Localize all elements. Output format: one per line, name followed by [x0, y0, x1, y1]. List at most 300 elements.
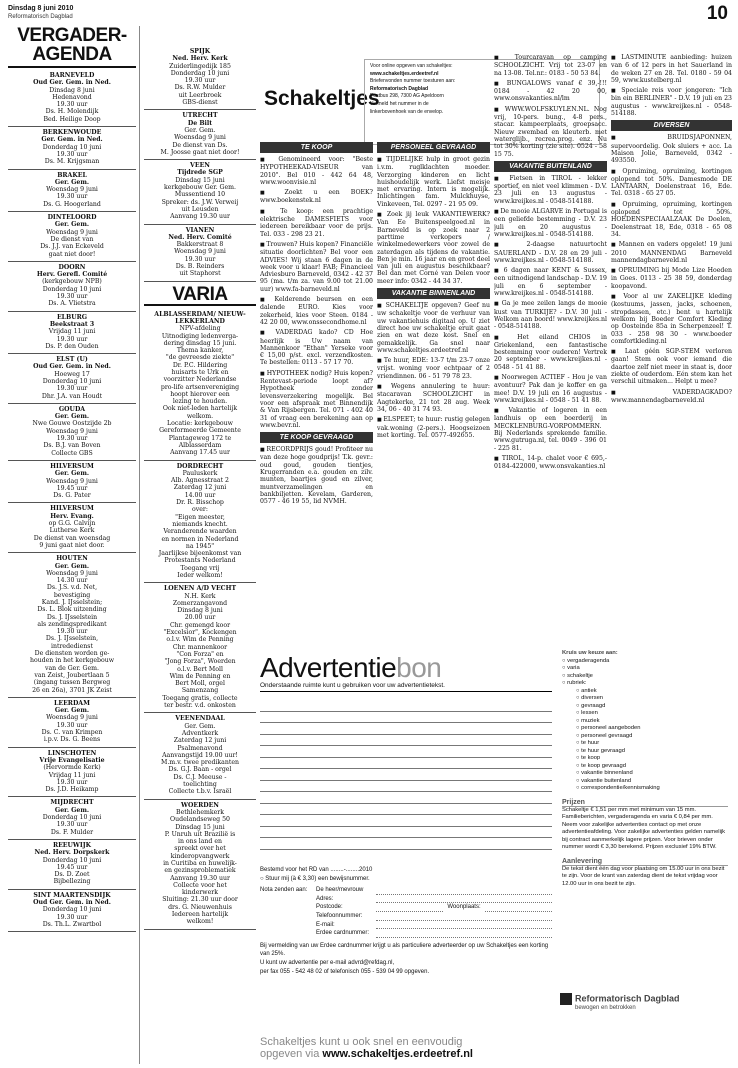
entry-line: Bijbellezing — [53, 878, 91, 886]
agenda-entry — [144, 583, 256, 713]
entry-line: Ger. Gem. — [184, 126, 216, 134]
rubriek-option[interactable]: ○ diversen — [576, 695, 728, 703]
entry-line: Ds. C.J. Meeuse - — [173, 773, 227, 781]
entry-line: uit Staphorst — [179, 270, 221, 278]
entry-line: Alblasserdam — [178, 441, 222, 449]
field-label: E-mail: — [316, 921, 335, 928]
entry-line: De dienst van Ds. — [172, 141, 228, 149]
page-header — [8, 5, 730, 27]
entry-place: BRAKEL — [57, 171, 87, 179]
entry-place: LINSCHOTEN — [47, 749, 97, 757]
rubriek-option[interactable]: ○ antiek — [576, 688, 728, 696]
address-field[interactable] — [316, 903, 552, 912]
entry-line: uit Leerbroek — [178, 91, 222, 99]
entry-line: Jaarlijkse bijeenkomst van — [158, 550, 242, 558]
entry-line: van de Ger. Gem. — [45, 664, 99, 672]
info-line: Voor online opgeven van schakeltjes: — [370, 63, 453, 69]
entry-line: Ger. Gem. in Ned. — [41, 136, 103, 144]
field-label: Adres: — [316, 895, 334, 902]
classified-ad: ■ OPRUIMING bij Mode Lize Hoeden in Goes. 0113 - 25 38 59, donderdag koopavond. — [611, 267, 732, 290]
aanlevering-text: De tekst dient één dag voor plaatsing om 15.00 uur in ons bezit te zijn. Voor de krant van zaterdag dient de tekst vrijdag voor 12.00 uur in ons bezit te zijn. — [562, 865, 725, 887]
form-options — [562, 650, 728, 888]
rd-logo-icon — [560, 993, 572, 1005]
entry-place: BERKENWOUDE — [42, 129, 102, 137]
field-value[interactable] — [485, 903, 552, 912]
entry-line: Toegang gratis, collecte — [162, 694, 238, 702]
entry-line: Hoeweg 17 — [54, 370, 90, 378]
entry-line: Vrijdag 11 juni — [48, 771, 96, 779]
entry-line: P. Unruh uit Brazilië is — [164, 830, 236, 838]
entry-line: dering dinsdag 15 juni. — [163, 339, 237, 347]
entry-line: Ds. A. Vlietstra — [48, 300, 96, 308]
entry-line: Woensdag 9 juni — [174, 248, 226, 256]
agenda-entry — [8, 262, 136, 312]
entry-line: bevestiging — [53, 591, 91, 599]
woonplaats-label: Woonplaats: — [447, 904, 481, 911]
entry-line: Donderdag 10 juni — [42, 143, 102, 151]
entry-place: VIANEN — [185, 226, 215, 234]
category-vakantie-buitenland: VAKANTIE BUITENLAND — [494, 161, 607, 172]
entry-line: Zaterdag 12 juni — [173, 737, 227, 745]
entry-place: SINT MAARTENSDIJK — [33, 891, 111, 899]
classified-ad: ■ Zoek jij leuk VAKANTIEWERK? Van Ee Buitenspeelgoed.nl in Barneveld is op zoek naar 2 parttime verkopers / winkelmedewerkers voor zowel de zaterdagen als tijdens de vakantie. Ben je min. 16 jaar en en groot deel van juli en augustus beschikbaar? Bel dan met Corné van Delen voor meer info: 0342 - 44 34 37. — [377, 211, 490, 285]
ads-diversen — [611, 134, 732, 404]
entry-line: Tijdrede SGP — [177, 169, 223, 177]
text-line[interactable] — [260, 769, 552, 781]
info-line: Briefenvonden nummer toesturen aan: — [370, 78, 456, 85]
entry-line: Bethlehemkerk — [176, 808, 224, 816]
entry-line: in ons land en — [177, 838, 222, 846]
entry-line: kinderopvangwerk — [170, 852, 230, 860]
classified-ad: ■ WWW.WOLFSKUYLEN.NL. Nog vrij, 10-pers. bung., 4-8 pers., stacar. kampeerplaats, groepsacc. Nieuw zwembad en kleuterb. met waterglijb., recrea.prog. enz. Nu tot 30% korting (zie site). 0524 - 58 15 75. — [494, 106, 607, 158]
category-personeel-gevraagd: PERSONEEL GEVRAAGD — [377, 142, 490, 153]
header-paper: Reformatorisch Dagblad — [8, 14, 73, 20]
text-line[interactable] — [260, 735, 552, 747]
entry-place: ELST (U) — [56, 356, 88, 364]
field-label: Postcode: — [316, 904, 343, 911]
entry-line: Ds. Th.L. Zwartbol — [42, 920, 102, 928]
header-date: Dinsdag 8 juni 2010 — [8, 5, 74, 12]
entry-line: Zaterdag 12 juni — [173, 484, 227, 492]
entry-line: 19.30 uur — [56, 778, 88, 786]
entry-line: Dinsdag 8 juni — [177, 607, 223, 615]
rubriek-option[interactable]: ○ muziek — [576, 718, 728, 726]
text-line[interactable] — [260, 723, 552, 735]
form-title — [260, 652, 441, 684]
entry-line: Ger. Gem. — [54, 413, 90, 421]
note-card: Bij vermelding van uw Erdee cardnummer krijgt u als particuliere adverteerder op uw Schakeltjes een korting van 25%. — [260, 942, 549, 958]
classified-ad: ■ BRUIDSJAPONNEN, supervoordelig. Ook sluiers + acc. La Maison Jolie, Barneveld, 0342 - 493550. — [611, 134, 732, 164]
ads-binnenland — [377, 302, 490, 439]
field-value[interactable] — [376, 912, 552, 921]
entry-line: voorzitter Nederlandse — [163, 376, 237, 384]
address-field[interactable] — [316, 895, 552, 904]
ads-binnenland-cont — [494, 54, 607, 158]
agenda-entry — [8, 212, 136, 262]
entry-line: 19.30 uur — [56, 435, 88, 443]
entry-line: Plantageweg 172 te — [168, 434, 232, 442]
agenda-title-line1: VERGADER- — [17, 26, 127, 46]
entry-line: "de gevreesde ziekte" — [165, 354, 235, 362]
entry-line: Dr. P.C. Hildering — [172, 361, 228, 369]
entry-line: intrededienst — [51, 642, 93, 650]
field-value[interactable] — [376, 886, 552, 895]
entry-place: BARNEVELD — [49, 72, 95, 79]
nota-block — [260, 886, 552, 938]
entry-line: (Hervormde Kerk) — [43, 764, 101, 772]
entry-line: Bed. Heilige Doop — [43, 115, 101, 123]
rubriek-option[interactable]: ○ lessen — [576, 710, 728, 718]
ads-te-koop — [260, 156, 373, 429]
entry-line: Ned. Herv. Comité — [168, 233, 232, 241]
classified-ad: ■ Ga je mee zeilen langs de mooie kust van TURKIJE? - D.V. 30 juli - Welkom aan boord! www.kreijkes.nl - 0548-514188. — [494, 300, 607, 330]
entry-line: Ger. Gem. — [184, 722, 216, 730]
entry-line: houden in het kerkgebouw — [29, 657, 114, 665]
entry-line: Aanvang 17.45 uur — [170, 449, 230, 457]
classified-ad: ■ SCHAKELTJE opgeven? Geef nu uw schakeltje voor de verhuur van uw vakantiehuis digitaal op. U ziet direct hoe uw schakeltje eruit gaat zien en wat deze kost. Snel en gemakkelijk. Ga snel naar www.schakeltjes.erdeetref.nl — [377, 302, 490, 354]
entry-line: Ds. L. Blok uitzending — [37, 606, 107, 614]
entry-line: Zuiderlingedijk 185 — [169, 62, 231, 70]
form-title-b: bon — [396, 652, 442, 683]
entry-line: Ds. P. den Ouden — [45, 342, 99, 350]
schakeltjes-title: Schakeltjes — [264, 87, 380, 110]
entry-line: M. Joosse gaat niet door! — [160, 148, 240, 156]
agenda-entry — [8, 840, 136, 890]
entry-line: Pauluskerk — [182, 469, 218, 477]
entry-place: LEERDAM — [54, 699, 90, 707]
text-line[interactable] — [260, 781, 552, 793]
entry-place: HILVERSUM — [50, 505, 94, 513]
classified-ad: ■ Zoekt u een BOEK? www.boekenstek.nl — [260, 189, 373, 205]
entry-line: 19.30 uur — [56, 385, 88, 393]
entry-line: Ds. J.S. v.d. Net, — [46, 584, 98, 592]
entry-line: en normen in Nederland — [161, 535, 239, 543]
entry-line: Bakkerstraat 8 — [176, 241, 224, 249]
ads-te-koop-gevraagd — [260, 446, 373, 505]
entry-line: 19.30 uur — [184, 255, 216, 263]
entry-line: Ds. J.D. Heikamp — [45, 786, 99, 794]
entry-line: Ook niet-leden hartelijk — [162, 405, 238, 413]
entry-line: Adventkerk — [181, 729, 219, 737]
entry-line: 19.30 uur — [56, 821, 88, 829]
entry-line: Psalmenavond — [177, 744, 223, 752]
choice-option[interactable]: ○ rubriek: — [562, 680, 728, 688]
entry-line: Donderdag 10 juni — [42, 285, 102, 293]
entry-line: Woensdag 9 juni — [174, 134, 226, 142]
form-subtitle: Onderstaande ruimte kunt u gebruiken voor uw advertentietekst. — [260, 682, 552, 692]
rubriek-option[interactable]: ○ te huur — [576, 740, 728, 748]
entry-line: kerkgebouw Ger. Gem. — [164, 184, 236, 192]
aanlevering-heading: Aanlevering — [562, 858, 728, 866]
entry-line: Beekstraat 3 — [49, 320, 95, 328]
classified-ad: ■ Speciale reis voor jongeren: "Ich bin ein BERLINER" - D.V. 19 juli en 23 augustus - www.kreijkes.nl - 0548-514188. — [611, 87, 732, 117]
entry-line: als zendingspredikant — [37, 620, 107, 628]
rubriek-option[interactable]: ○ personeel aangeboden — [576, 725, 728, 733]
entry-line: Ds. M. Krijgsman — [44, 158, 100, 166]
entry-line: Chr. mannenkoor — [172, 643, 228, 651]
entry-line: Woensdag 9 juni — [46, 186, 98, 194]
address-field[interactable] — [316, 921, 552, 930]
category-vakantie-binnenland: VAKANTIE BINNENLAND — [377, 288, 490, 299]
entry-line: Alb. Agnesstraat 2 — [171, 477, 229, 485]
entry-line: Woensdag 9 juni — [46, 427, 98, 435]
entry-line: Woensdag 9 juni — [46, 714, 98, 722]
entry-line: Herv. Gerefl. Comité — [36, 271, 108, 279]
entry-line: o.l.v. Wim de Penning — [166, 636, 234, 644]
entry-line: (ingang tussen Bergweg — [33, 679, 111, 687]
classified-ad: ■ Mannen en vaders opgelet! 19 juni 2010 MANNENDAG Barneveld mannendagbarneveld.nl — [611, 241, 732, 264]
ads-buitenland-cont — [611, 54, 732, 117]
text-line[interactable] — [260, 712, 552, 724]
field-label: De heer/mevrouw — [316, 887, 364, 894]
classified-ad: ■ Laat géén SGP-STEM verloren gaan! Stem ook voor iemand die daartoe zelf niet meer in staat is, door ziekte of ouderdom. Eén stem kan het verschil uitmaken... Helpt u mee? — [611, 348, 732, 385]
bewijsnummer-option[interactable]: ○ Stuur mij (à € 3,30) een bewijsnummer. — [260, 875, 370, 882]
entry-line: Woensdag 9 juni — [46, 477, 98, 485]
classified-ad: ■ Te koop: een prachtige elektrische DAMESFIETS voor iedereen bereikbaar voor de prijs. Tel. 033 - 298 23 21. — [260, 208, 373, 238]
entry-line: Ieder welkom! — [177, 572, 223, 579]
choice-option[interactable]: ○ schakeltje — [562, 673, 728, 681]
entry-line: in Curitiba en huwelijk- — [163, 859, 237, 867]
entry-line: welkom! — [186, 918, 214, 926]
page-number: 10 — [706, 3, 728, 24]
entry-line: Ds. D. Zoet — [54, 871, 90, 879]
entry-line: De Bilt — [187, 119, 213, 127]
address-field[interactable] — [316, 886, 552, 895]
entry-line: 14.00 uur — [184, 491, 216, 499]
info-line: Vermeld het nummer in de — [370, 100, 429, 107]
classified-ad: ■ De mooie ALGARVE in Portugal is een geliefde bestemming - D.V. 23 juli en 20 augustus - www.kreijkes.nl - 0548-514188. — [494, 208, 607, 238]
rd-slogan: bewogen en betrokken — [575, 1005, 636, 1011]
entry-place: REEUWIJK — [52, 841, 92, 849]
form-contact — [260, 866, 552, 976]
classified-ad: ■ Noorwegen ACTIEF - Hou je van avontuur? Pak dan je koffer en ga mee! D.V. 19 juli en 16 augustus - www.kreijkes.nl - 0548 - 51 41 88. — [494, 374, 607, 404]
agenda-entry — [8, 890, 136, 932]
classified-ad: ■ Het eiland CHIOS in Griekenland, een fantastische bestemming voor ouderen! Vertrek 20 september - www.kreijkes.nl - 0548 - 51 41 88. — [494, 334, 607, 371]
info-line: linkerbovenhoek van de envelop. — [370, 108, 444, 115]
ads-buitenland — [494, 175, 607, 471]
entry-line: hoopt hierover een — [170, 390, 230, 398]
agenda-entry — [144, 46, 256, 110]
rd-logo — [560, 993, 710, 1011]
rubriek-option[interactable]: ○ gevraagd — [576, 703, 728, 711]
entry-line: Donderdag 10 juni — [170, 69, 230, 77]
agenda-entry — [144, 800, 256, 930]
agenda-entry — [8, 70, 136, 127]
field-value[interactable] — [376, 921, 552, 930]
entry-place: GOUDA — [58, 405, 86, 413]
entry-line: Ned. Herv. Kerk — [172, 55, 228, 63]
entry-line: "Jong Forza", Woerden — [164, 658, 236, 666]
ad-text-lines[interactable] — [260, 700, 552, 850]
entry-line: Wim de Penning en — [169, 672, 231, 680]
entry-line: Iedereen hartelijk — [171, 911, 229, 919]
entry-line: De dienst van — [50, 235, 94, 243]
category-te-koop-gevraagd: TE KOOP GEVRAAGD — [260, 432, 373, 443]
ads-personeel — [377, 156, 490, 285]
rubriek-option[interactable]: ○ vakantie buitenland — [576, 778, 728, 786]
entry-line: pro-life artsenvereniging — [160, 383, 240, 391]
entry-line: 19.30 uur — [56, 628, 88, 636]
text-line[interactable] — [260, 700, 552, 712]
agenda-entry — [144, 110, 256, 160]
varia-list — [144, 309, 256, 930]
address-field[interactable] — [316, 912, 552, 921]
entry-place: HILVERSUM — [50, 462, 94, 470]
entry-line: De diensten worden ge- — [34, 650, 110, 658]
entry-line: Ger. Gem. — [54, 178, 90, 186]
entry-line: Collecte GBS — [51, 449, 93, 457]
classified-ad: ■ ELSPEET; te huur: rustig gelegen vak.woning (2-pers.). Hoogseizoen met korting. Tel. 0577-492655. — [377, 416, 490, 439]
entry-line: Bert Moll, orgel — [175, 680, 225, 688]
agenda-entry — [8, 312, 136, 354]
entry-line: Kand. J. IJsselstein; — [41, 599, 103, 606]
text-line[interactable] — [260, 792, 552, 804]
entry-line: Aanvang 19.30 uur — [170, 874, 230, 882]
entry-line: Collecte voor het — [173, 881, 227, 889]
agenda-column — [8, 26, 140, 1064]
advertentiebon-form — [260, 648, 730, 1064]
rubriek-option[interactable]: ○ te koop — [576, 755, 728, 763]
rubriek-option[interactable]: ○ correspondentie/kennismaking — [576, 785, 728, 793]
entry-line: Oud Ger. Gem. in Ned. — [33, 79, 111, 87]
entry-place: VEEN — [190, 162, 210, 170]
entry-line: De dienst van woensdag — [33, 534, 111, 542]
text-line[interactable] — [260, 758, 552, 770]
entry-line: spreekt over het — [174, 845, 226, 853]
footer-line1: Schakeltjes kunt u ook snel en eenvoudig — [260, 1036, 463, 1048]
entry-place: WOERDEN — [181, 801, 219, 809]
entry-line: (kerkgebouw NPB) — [42, 278, 102, 286]
entry-line: Dr. R. Bisschop — [176, 499, 224, 507]
rubriek-option[interactable]: ○ te huur gevraagd — [576, 748, 728, 756]
agenda-title — [8, 26, 136, 68]
nota-label: Nota zenden aan: — [260, 887, 308, 894]
entry-line: Veranderende waarden — [163, 528, 237, 536]
agenda-entry — [8, 354, 136, 404]
classified-ad: ■ BUNGALOWS vanaf € 39,-!!! 0184 - 42 20 00, www.onsvakanties.nl/lm — [494, 80, 607, 103]
entry-line: Oud Ger. Gem. in Ned. — [33, 363, 111, 371]
entry-place: ALBLASSERDAM/ NIEUW-LEKKERLAND — [154, 310, 246, 325]
agenda-entry — [8, 461, 136, 503]
entry-line: "Con Forza" en — [176, 650, 224, 658]
bestemd-line[interactable]: Bestemd voor het RD van ........-........2010 — [260, 867, 373, 873]
entry-line: Ger. Gem. — [54, 221, 90, 229]
entry-line: Nwe Gouwe Oostzijde 2b — [32, 420, 112, 428]
entry-line: 19.30 uur — [56, 150, 88, 158]
entry-line: en gezinsproblematiek — [164, 867, 236, 875]
address-fields — [316, 886, 552, 938]
text-line[interactable] — [260, 815, 552, 827]
text-line[interactable] — [260, 838, 552, 850]
entry-line: Oud Ger. Gem. in Ned. — [33, 898, 111, 906]
footer-url[interactable]: www.schakeltjes.erdeetref.nl — [322, 1048, 473, 1060]
field-label: Erdee cardnummer: — [316, 930, 370, 937]
entry-line: Ds. G. Pater — [53, 492, 91, 500]
entry-line: Dinsdag 15 juni — [175, 823, 225, 831]
classified-ad: ■ 6 dagen naar KENT & Sussex, een uitnodigend landschap - D.V. 19 juli en 6 september - www.kreijkes.nl - 0548-514188. — [494, 267, 607, 297]
entry-line: Spreker: ds. J.W. Verweij — [161, 198, 239, 206]
entry-place: VEENENDAAL — [175, 715, 225, 723]
choice-option[interactable]: ○ vergaderagenda — [562, 658, 728, 666]
field-value[interactable] — [376, 903, 443, 912]
entry-line: M.m.v. twee predikanten — [161, 759, 239, 767]
category-diversen: DIVERSEN — [611, 120, 732, 131]
classified-ad: ■ Te huur, EDE: 13-7 t/m 23-7 onze vrijst. woning voor echtpaar of 2 vriendinnen. 06 - 51 79 78 23. — [377, 357, 490, 380]
entry-line: Herv. Evang. — [50, 512, 94, 520]
entry-line: Dhr. J.A. van Houdt — [41, 392, 103, 400]
classified-ad: ■ VADERDAGKADO? www.mannendagbarneveld.nl — [611, 389, 732, 405]
field-label: Telefoonnummer: — [316, 912, 363, 919]
classified-ad: ■ Opruiming, opruiming, kortingen oplopend tot 50%. HOEDENSPECIAALZAAK De Doelen, Doelenstraat 18, Ede, 0318 - 65 08 34. — [611, 201, 732, 238]
agenda-entry — [8, 698, 136, 748]
entry-line: Ds. H. Molendijk — [45, 108, 99, 116]
entry-line: Toegang vrij — [180, 564, 220, 572]
text-line[interactable] — [260, 827, 552, 839]
entry-line: Gereformeerde Gemeente — [159, 427, 241, 435]
agenda-list-2 — [144, 46, 256, 282]
entry-line: 19.30 uur — [56, 293, 88, 301]
note-email: U kunt uw advertentie per e-mail advrd@refdag.nl, — [260, 959, 395, 966]
entry-line: i.p.v. Ds. G. Beens — [43, 736, 101, 744]
agenda-entry — [8, 127, 136, 169]
classified-ad: ■ VADERDAG kado? CD Hoe heerlijk is Uw naam van Mannenkoor "Ethan" Yerseke voor € 15,00 p/st. excl. verzendkosten. Te bestellen: 0113 - 57 17 70. — [260, 329, 373, 366]
entry-line: Donderdag 10 juni — [42, 814, 102, 822]
classified-ad: ■ HYPOTHEEK nodig? Huis kopen? Rentevast-periode loopt af? Hypotheek zonder levensverzekering mogelijk. Bel voor een afspraak met Binnendijk & Van Rijsbergen. Tel. 071 - 402 40 31 of vraag een berekening aan op www.bevr.nl. — [260, 370, 373, 429]
entry-place: DINTELOORD — [47, 214, 97, 222]
entry-place: DOORN — [58, 263, 86, 271]
agenda-entry — [144, 461, 256, 584]
entry-line: Aanvangstijd 19.00 uur! — [162, 751, 238, 759]
classified-ad: ■ Opruiming, opruiming, kortingen oplopend tot 50%. Damesmode DE LANTAARN, Doelenstraat 16, Ede. Tel. 0318 - 65 27 05. — [611, 168, 732, 198]
classified-ad: ■ TIJDELIJKE hulp in groot gezin i.v.m. ruglklachten moeder. Verzorging kinderen en licht huishoudelijk werk. Liefst meisje met ervaring. Intern is mogelijk. Inlichtingen fam. Mulckhuyse, Vinkeveen, Tel. 0297 - 21 95 09. — [377, 156, 490, 208]
choice-option[interactable]: ○ varia — [562, 665, 728, 673]
options-question: Kruis uw keuze aan: — [562, 650, 618, 656]
entry-line: "Excelsior", Kockengen — [163, 629, 237, 637]
entry-line: Ds. C. van Krimpen — [41, 729, 103, 737]
agenda-entry — [8, 404, 136, 461]
entry-line: op G.G. Calvijn — [48, 520, 96, 528]
entry-line: Ds. J.J. van Eckeveld — [40, 243, 104, 251]
rubriek-list — [562, 688, 728, 793]
rubriek-option[interactable]: ○ te koop gevraagd — [576, 763, 728, 771]
rubriek-option[interactable]: ○ vakantie binnenland — [576, 770, 728, 778]
address-field[interactable] — [316, 929, 552, 938]
entry-line: 26 en 26a), 3701 JK Zeist — [32, 686, 112, 694]
agenda-entry — [8, 503, 136, 553]
entry-line: na 1945" — [185, 542, 215, 550]
entry-line: Vrijdag 11 juni — [48, 328, 96, 336]
classified-ad: ■ Vakantie of logeren in een landhuis op een boerderij in MECKLENBURG-VORPOMMERN. Bij Nederlands sprekende familie. www.gutruga.nl, tel. 0049 - 396 01 - 225 81. — [494, 407, 607, 452]
classified-ad: ■ Wegens annulering te huur: stacaravan SCHOOLZICHT in Aagtekerke, 21 tot 28 aug. Week 34, 06 - 40 31 74 93. — [377, 383, 490, 413]
entry-line: drs. G. Nieuwenhuis — [168, 903, 232, 911]
rubriek-option[interactable]: ○ personeel gevraagd — [576, 733, 728, 741]
agenda-entry — [8, 553, 136, 698]
agenda-entry — [144, 225, 256, 282]
text-line[interactable] — [260, 746, 552, 758]
classified-ad: ■ Voor al uw ZAKELIJKE kleding (kostuums, jassen, jacks, schoenen, stropdassen, etc.) bent u hartelijk welkom bij Boeder Comfort Kleding op Oosteinde 85a in Scherpenzeel! T. 033 - 258 98 30 - www.boeder comfortkleding.nl — [611, 293, 732, 345]
entry-line: Donderdag 10 juni — [42, 906, 102, 914]
text-line[interactable] — [260, 804, 552, 816]
entry-line: Ger. Gem. — [54, 707, 90, 715]
entry-line: gaat niet door! — [48, 250, 96, 258]
entry-line: Collecte t.b.v. Israël — [168, 788, 232, 796]
agenda-list — [8, 70, 136, 932]
field-value[interactable] — [376, 895, 552, 904]
agenda-entry — [8, 170, 136, 212]
field-value[interactable] — [376, 929, 552, 938]
classified-ad: ■ Fietsen in TIROL - lekker sportief, en niet veel klimmen - D.V. 23 juli en 13 augustus - www.kreijkes.nl - 0548-514188. — [494, 175, 607, 205]
entry-line: Thema kanker, — [176, 347, 224, 355]
